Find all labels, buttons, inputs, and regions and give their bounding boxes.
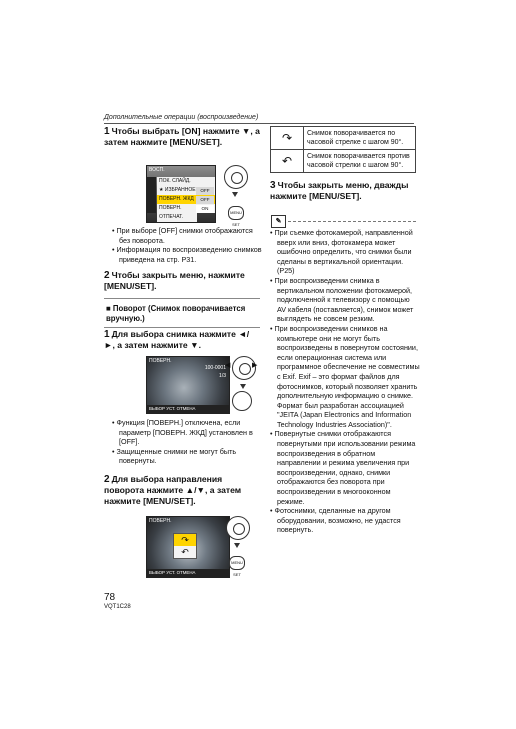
step-3: 3 Чтобы закрыть меню, дважды нажмите [MENU/SET].: [270, 180, 409, 201]
menu-row-rotate-display: ПОВЕРН. ЖКД: [157, 195, 215, 204]
step-2b: 2 Для выбора направления поворота нажмите ▲/▼, а затем нажмите [MENU/SET].: [104, 474, 242, 506]
divider: [104, 298, 260, 299]
menu-row-slideshow: ПОК. СЛАЙД.: [157, 177, 215, 186]
table-row: [271, 127, 416, 150]
dpad-icon: [232, 391, 252, 411]
note-item: • При съемке фотокамерой, направленной вверх или вниз, фотокамера может ошибочно определить, что снимки были сделаны в вертикальной ориентации. (P25): [270, 228, 413, 276]
bullets-2: [112, 418, 262, 466]
note-item: • При воспроизведении снимка в вертикальном положении фотокамерой, подключенной к телевизору с помощью AV кабеля (поставляется), снимок может выглядеть не совсем резким.: [270, 275, 414, 324]
rotate-counterclockwise-icon: ↶: [271, 150, 304, 173]
notes-divider: [288, 221, 416, 222]
arrow-left-icon: ◀: [225, 362, 231, 369]
page-number: 78: [104, 592, 116, 603]
bullet-protected-note: • Защищенные снимки не могут быть повернуты.: [112, 446, 237, 466]
camera-screen-rotate: [146, 516, 230, 578]
bullet-off-note: • При выборе [OFF] снимки отображаются без поворота.: [112, 226, 253, 245]
screen-label: ПОВЕРН.: [149, 358, 172, 364]
table-cell: Снимок поворачивается против часовой стрелки с шагом 90°.: [304, 150, 416, 173]
screen-label: ПОВЕРН.: [149, 518, 172, 524]
rotate-counterclockwise-icon: ↶: [181, 547, 189, 557]
screen-side-icons: [147, 177, 156, 213]
notes-list: [270, 228, 420, 535]
screen-tab: ВОСП.: [149, 167, 165, 173]
step-3-block: [270, 180, 416, 202]
arrow-down-icon: [234, 543, 240, 548]
menu-row-print: ОТПЕЧАТ.: [157, 213, 197, 222]
bullet-disabled-note: • Функция [ПОВЕРН.] отключена, если параметр [ПОВЕРН. ЖКД] установлен в [OFF].: [112, 418, 253, 447]
note-item: • Повернутые снимки отображаются повернутыми при использовании режима воспроизведения в обратном направлении и режима увеличения при воспроизведении, однако, снимки отображаются без поворота при воспроизведении в многооконном режиме.: [270, 429, 416, 506]
step-2b-block: [104, 474, 260, 507]
screen-footer: ВЫБОР УСТ. ОТМЕНА: [147, 405, 229, 413]
menu-set-button-icon: MENU SET: [229, 556, 245, 570]
menu-set-button-icon: MENU SET: [228, 206, 244, 220]
note-item: • При воспроизведении снимков на компьютере они не могут быть воспроизведены в повернутом состоянии, если операционная система или программное обеспечение не совместимы с Exif. Exif – это формат файлов для фотоснимков, который позволяет хранить дополнительную информацию о снимке. Формат был разработан ассоциацией "JEITA (Japan Electronics and Information Technology Industries Association)".: [270, 323, 420, 429]
header-rule: [104, 123, 414, 124]
step-2-block: [104, 270, 260, 292]
step-1b-block: [104, 329, 260, 351]
page-header: Дополнительные операции (воспроизведение): [104, 114, 259, 121]
camera-screen-menu: [146, 165, 216, 223]
bullet-playback-note: • Информация по воспроизведению снимков приведена на стр. P31.: [112, 245, 262, 264]
table-row: [271, 150, 416, 173]
rotate-section-heading: ■ Поворот (Снимок поворачивается вручную.): [106, 304, 246, 323]
menu-value-1: OFF: [196, 187, 214, 195]
camera-screen-photo: [146, 356, 230, 414]
arrow-down-icon: [232, 192, 238, 197]
note-item: • Фотоснимки, сделанные на другом оборудовании, возможно, не удастся повернуть.: [270, 506, 401, 535]
rotate-options-box: [173, 533, 197, 559]
arrow-down-icon: [240, 384, 246, 389]
dpad-icon: [224, 165, 248, 189]
table-cell: Снимок поворачивается по часовой стрелке с шагом 90°.: [304, 127, 416, 150]
menu-value-2: OFF: [196, 196, 214, 204]
screen-file-number: 100-0001: [204, 365, 226, 371]
rotation-table: [270, 126, 416, 173]
screen-footer: ВЫБОР УСТ. ОТМЕНА: [147, 569, 229, 577]
menu-row-rotate: ПОВЕРН.: [157, 204, 215, 213]
arrow-right-icon: ▶: [252, 362, 258, 369]
rotate-clockwise-icon: ↷: [271, 127, 304, 150]
rotate-clockwise-icon: ↷: [174, 534, 196, 546]
note-icon: ✎: [271, 215, 286, 228]
dpad-icon: [226, 516, 250, 540]
divider: [104, 327, 260, 328]
step-1b: 1 Для выбора снимка нажмите ◄/►, а затем нажмите ▼.: [104, 329, 250, 350]
menu-row-favorite: ★ ИЗБРАННОЕ: [157, 186, 215, 195]
menu-value-3: ON: [196, 205, 214, 213]
document-code: VQT1C28: [104, 604, 131, 610]
bullets-1: [112, 226, 262, 264]
step-2: 2 Чтобы закрыть меню, нажмите [MENU/SET].: [104, 270, 245, 291]
step-1: 1 Чтобы выбрать [ON] нажмите ▼, а затем нажмите [MENU/SET].: [104, 126, 260, 147]
screen-count: 1/3: [219, 373, 226, 379]
left-column: [104, 126, 260, 148]
